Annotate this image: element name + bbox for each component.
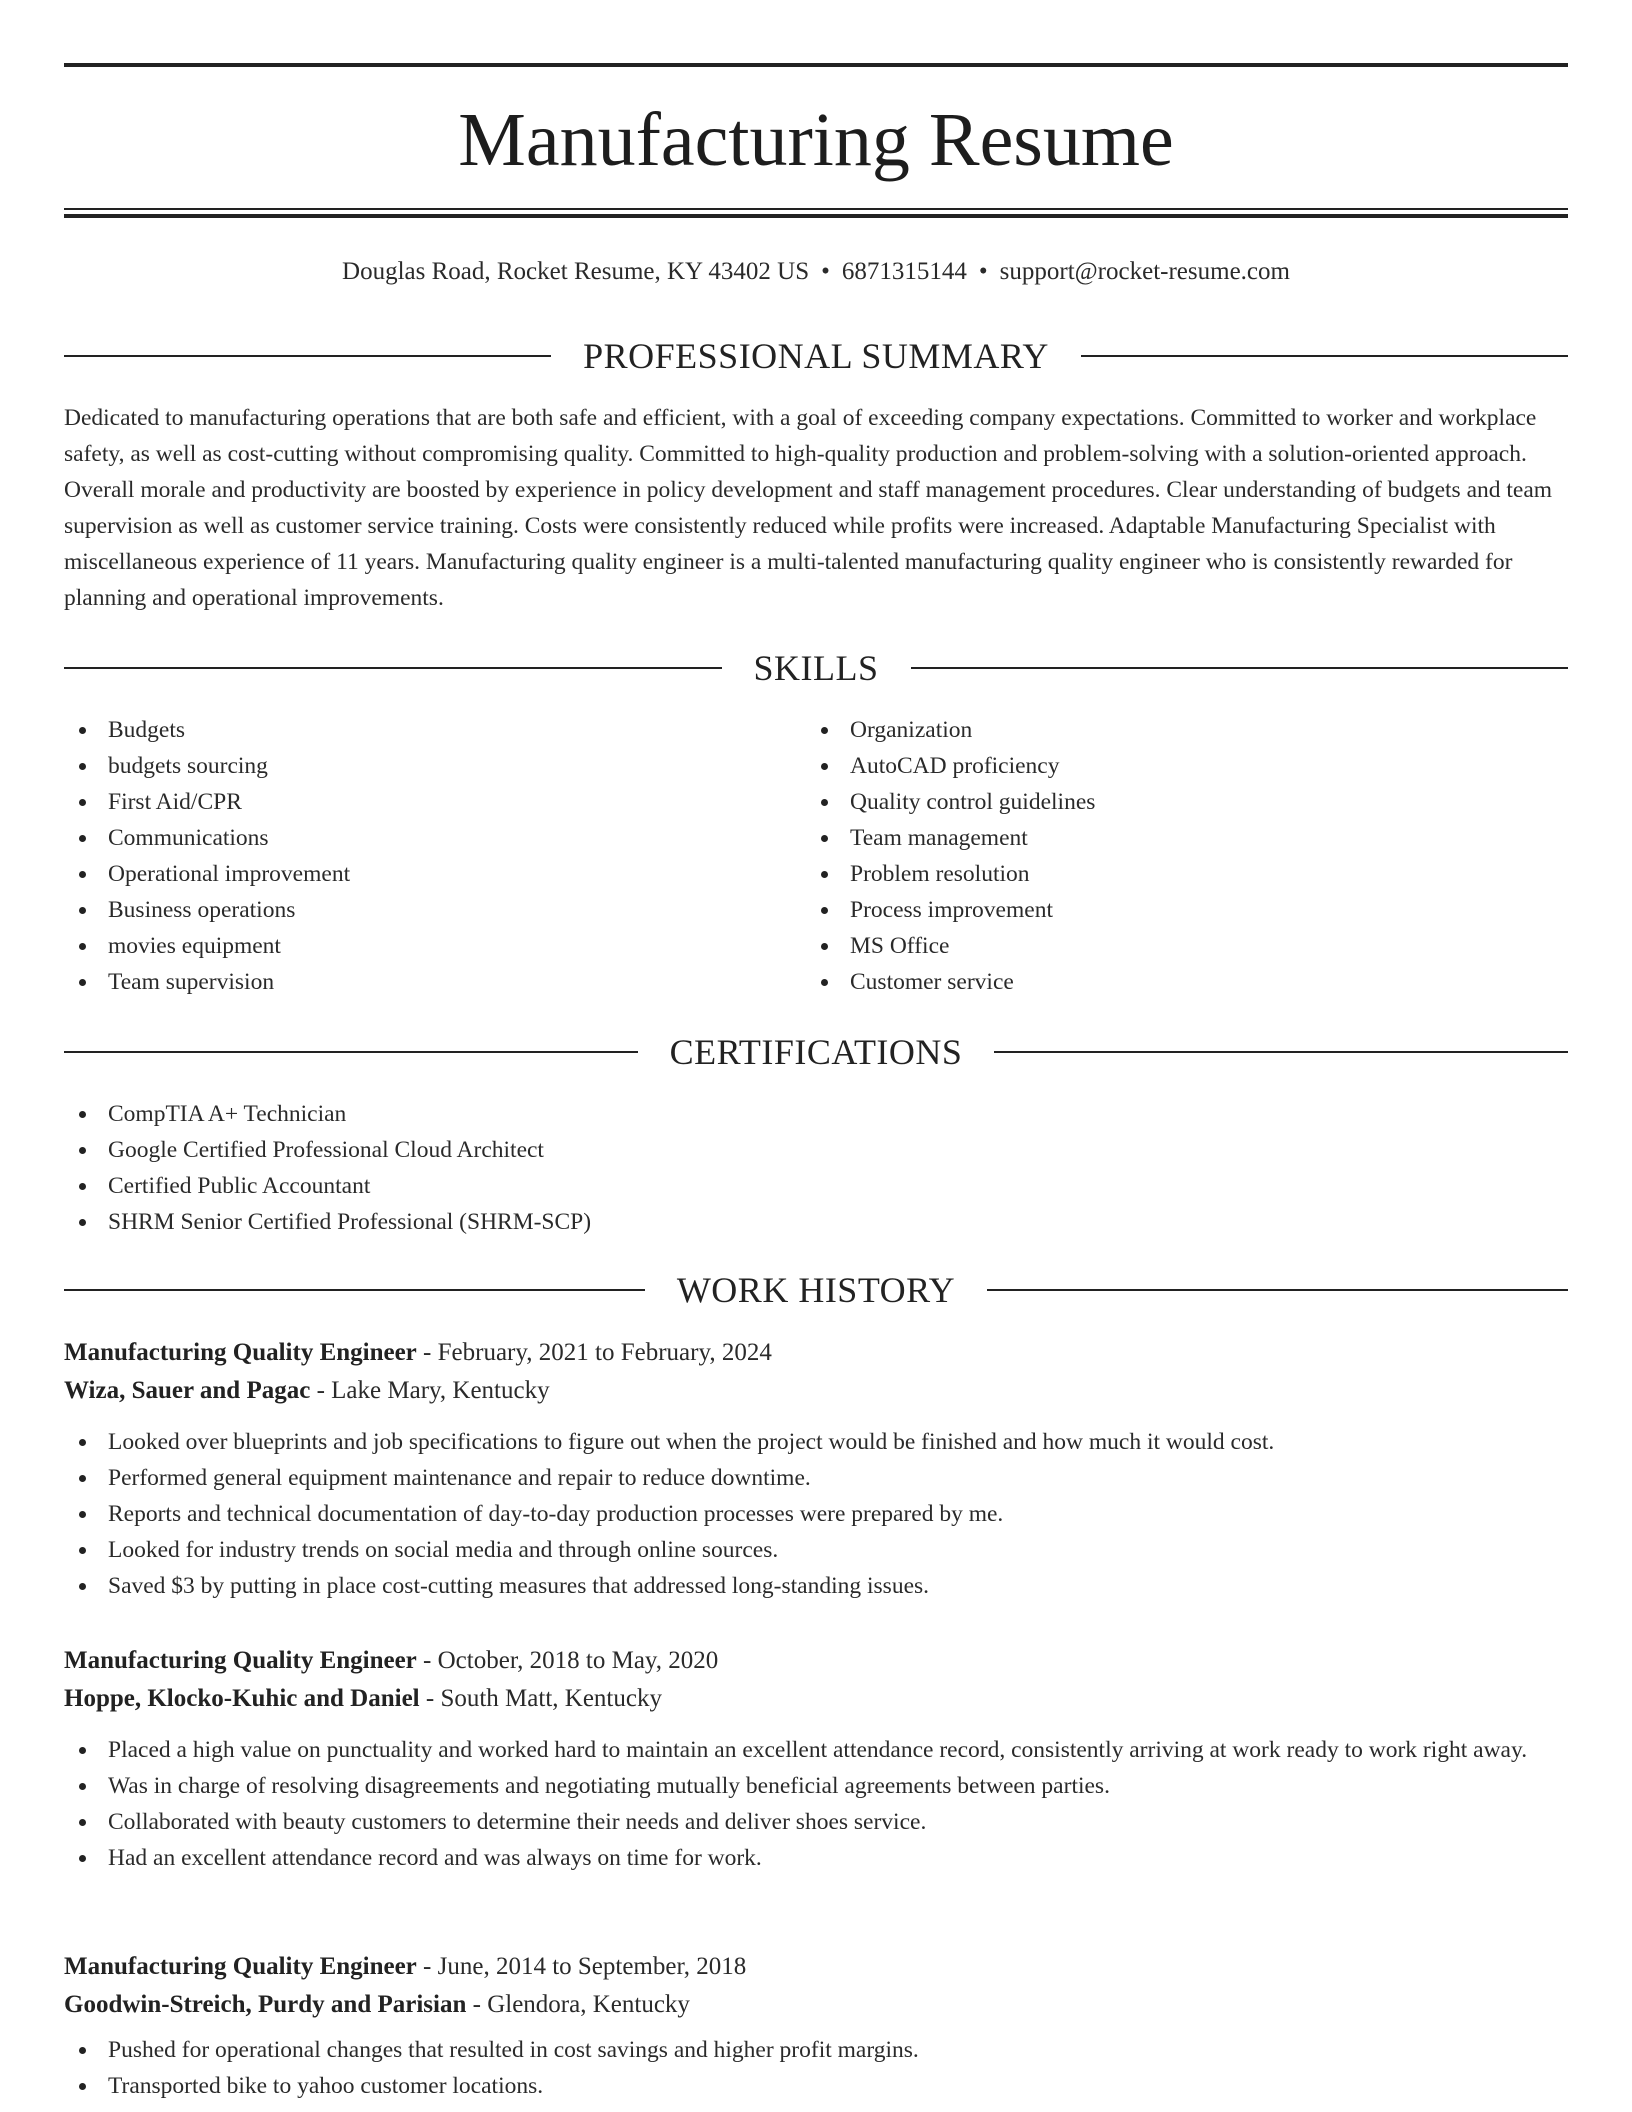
section-title: WORK HISTORY	[676, 1270, 956, 1310]
heading-rule	[64, 355, 551, 357]
skill-item: Problem resolution	[806, 856, 1506, 892]
job-bullet: Pushed for operational changes that resulted in cost savings and higher profit margins.	[64, 2032, 1568, 2068]
job-company-line	[64, 1372, 1568, 1410]
heading-rule	[987, 1289, 1568, 1291]
title-bottom-rule-lower	[64, 214, 1568, 218]
title-bottom-rule-upper	[64, 208, 1568, 210]
job-company-line	[64, 1986, 1568, 2024]
section-title: PROFESSIONAL SUMMARY	[583, 336, 1049, 376]
section-heading-certifications	[64, 1030, 1568, 1074]
job-title: Manufacturing Quality Engineer	[64, 1953, 417, 1980]
skill-item: Business operations	[64, 892, 764, 928]
contact-address: Douglas Road, Rocket Resume, KY 43402 US	[342, 258, 810, 285]
job-bullet: Performed general equipment maintenance and repair to reduce downtime.	[64, 1460, 1568, 1496]
certifications-list	[64, 1096, 1568, 1240]
job-location: - South Matt, Kentucky	[419, 1685, 662, 1712]
heading-rule	[64, 1051, 638, 1053]
job-title-line	[64, 1642, 1568, 1680]
contact-phone: 6871315144	[841, 258, 967, 285]
contact-email[interactable]: support@rocket-resume.com	[999, 258, 1290, 285]
heading-rule	[994, 1051, 1568, 1053]
job-title-line	[64, 1334, 1568, 1372]
skill-item: Team management	[806, 820, 1506, 856]
skill-item: Process improvement	[806, 892, 1506, 928]
certification-item: Certified Public Accountant	[64, 1168, 1568, 1204]
job-title: Manufacturing Quality Engineer	[64, 1339, 417, 1366]
skill-item: Quality control guidelines	[806, 784, 1506, 820]
job-company-line	[64, 1680, 1568, 1718]
job-entry	[64, 1642, 1568, 1876]
section-heading-skills	[64, 646, 1568, 690]
job-dates: - June, 2014 to September, 2018	[416, 1953, 747, 1980]
job-entry	[64, 1334, 1568, 1604]
heading-rule	[1081, 355, 1568, 357]
certification-item: Google Certified Professional Cloud Architect	[64, 1132, 1568, 1168]
job-entry	[64, 1948, 1568, 2104]
job-title-line	[64, 1948, 1568, 1986]
job-location: - Lake Mary, Kentucky	[310, 1377, 550, 1404]
title-top-rule	[64, 63, 1568, 67]
job-dates: - February, 2021 to February, 2024	[416, 1339, 772, 1366]
contact-info	[64, 254, 1568, 290]
skills-column-right	[806, 712, 1506, 1000]
certification-item: SHRM Senior Certified Professional (SHRM-SCP)	[64, 1204, 1568, 1240]
job-title: Manufacturing Quality Engineer	[64, 1647, 417, 1674]
skill-item: Organization	[806, 712, 1506, 748]
job-bullet: Saved $3 by putting in place cost-cutting measures that addressed long-standing issues.	[64, 1568, 1568, 1604]
skill-item: AutoCAD proficiency	[806, 748, 1506, 784]
skill-item: Budgets	[64, 712, 764, 748]
job-bullet: Reports and technical documentation of day-to-day production processes were prepared by me.	[64, 1496, 1568, 1532]
job-bullet: Looked over blueprints and job specifications to figure out when the project would be finished and how much it would cost.	[64, 1424, 1568, 1460]
section-heading-work-history	[64, 1268, 1568, 1312]
skill-item: budgets sourcing	[64, 748, 764, 784]
certification-item: CompTIA A+ Technician	[64, 1096, 1568, 1132]
job-bullet: Placed a high value on punctuality and worked hard to maintain an excellent attendance record, consistently arriving at work ready to work right away.	[64, 1732, 1568, 1768]
skill-item: Operational improvement	[64, 856, 764, 892]
contact-separator: •	[821, 258, 830, 285]
resume-title: Manufacturing Resume	[458, 98, 1174, 182]
heading-rule	[64, 1289, 645, 1291]
job-company: Goodwin-Streich, Purdy and Parisian	[64, 1991, 467, 2018]
summary-text: Dedicated to manufacturing operations that are both safe and efficient, with a goal of exceeding company expectations. Committed to worker and workplace safety, as well as cost-cutting without compromising quality. Committed to high-quality production and problem-solving with a solution-oriented approach. Overall morale and productivity are boosted by experience in policy development and staff management procedures. Clear understanding of budgets and team supervision as well as customer service training. Costs were consistently reduced while profits were increased. Adaptable Manufacturing Specialist with miscellaneous experience of 11 years. Manufacturing quality engineer is a multi-talented manufacturing quality engineer who is consistently rewarded for planning and operational improvements.	[64, 405, 1553, 611]
skill-item: Customer service	[806, 964, 1506, 1000]
job-bullet: Collaborated with beauty customers to determine their needs and deliver shoes service.	[64, 1804, 1568, 1840]
section-title: SKILLS	[753, 648, 879, 688]
job-bullet: Had an excellent attendance record and was always on time for work.	[64, 1840, 1568, 1876]
heading-rule	[911, 667, 1569, 669]
skill-item: Communications	[64, 820, 764, 856]
skills-column-left	[64, 712, 764, 1000]
job-dates: - October, 2018 to May, 2020	[416, 1647, 719, 1674]
job-bullet: Was in charge of resolving disagreements and negotiating mutually beneficial agreements between parties.	[64, 1768, 1568, 1804]
job-company: Wiza, Sauer and Pagac	[64, 1377, 311, 1404]
job-bullet: Transported bike to yahoo customer locations.	[64, 2068, 1568, 2104]
skill-item: First Aid/CPR	[64, 784, 764, 820]
job-bullet: Looked for industry trends on social media and through online sources.	[64, 1532, 1568, 1568]
heading-rule	[64, 667, 722, 669]
skill-item: movies equipment	[64, 928, 764, 964]
section-title: CERTIFICATIONS	[669, 1032, 963, 1072]
contact-separator: •	[978, 258, 988, 285]
section-heading-summary	[64, 334, 1568, 378]
skill-item: MS Office	[806, 928, 1506, 964]
job-location: - Glendora, Kentucky	[466, 1991, 690, 2018]
job-company: Hoppe, Klocko-Kuhic and Daniel	[64, 1685, 420, 1712]
skill-item: Team supervision	[64, 964, 764, 1000]
